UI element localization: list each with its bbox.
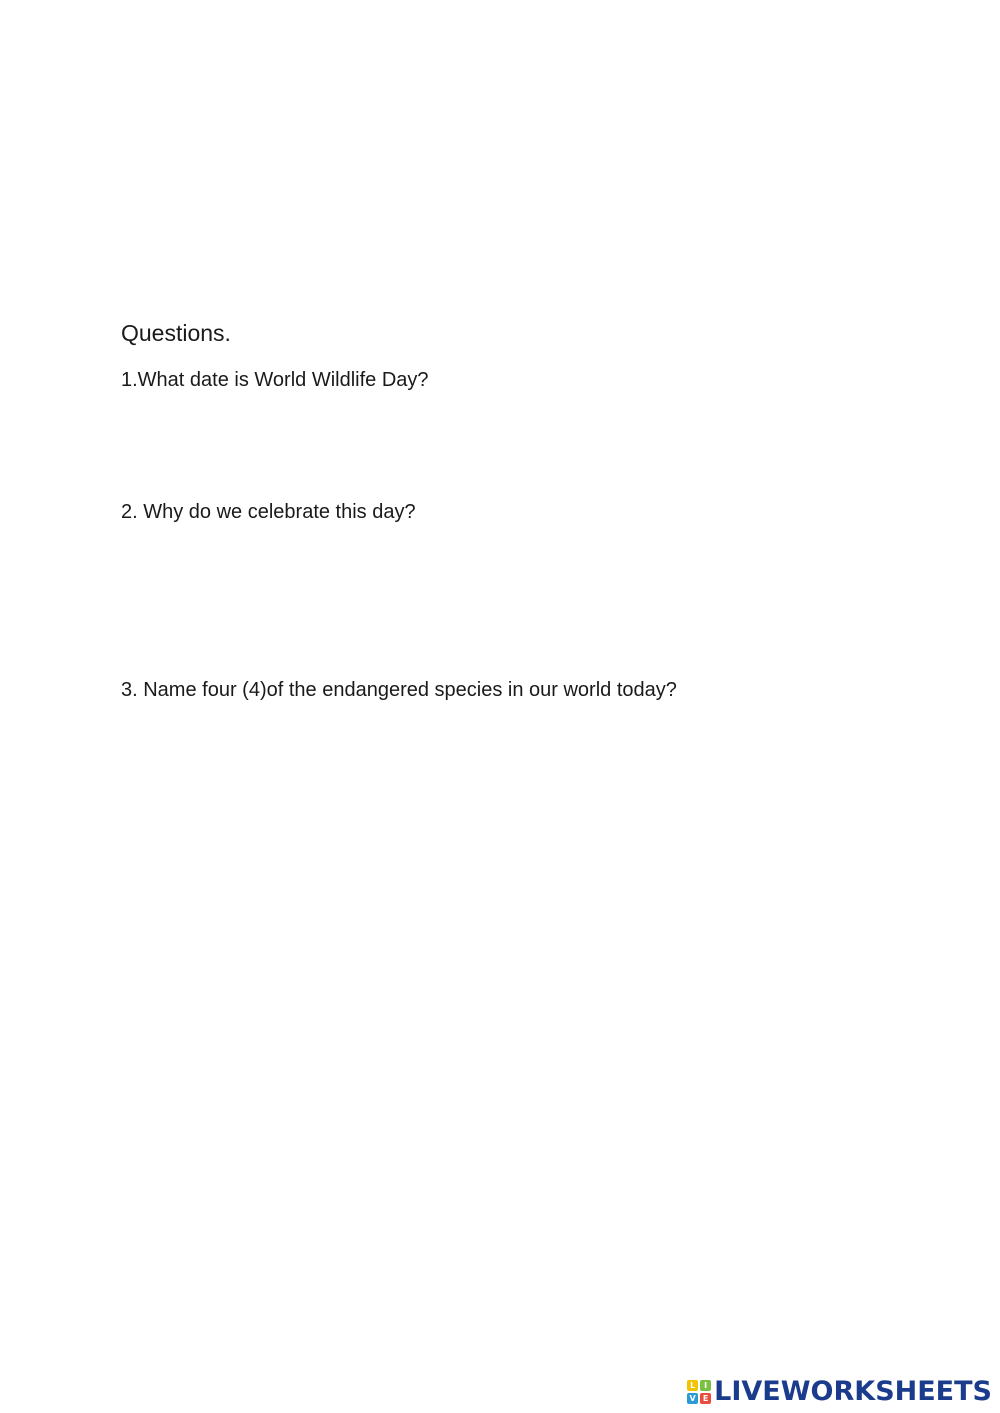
logo-mark-letter: V	[687, 1393, 698, 1404]
logo-mark-letter: E	[700, 1393, 711, 1404]
questions-heading: Questions.	[121, 320, 231, 346]
liveworksheets-logo[interactable]	[687, 1376, 992, 1408]
logo-mark-letter: L	[687, 1380, 698, 1391]
logo-text: LIVEWORKSHEETS	[714, 1376, 992, 1407]
question-2: 2. Why do we celebrate this day?	[121, 501, 416, 523]
question-3: 3. Name four (4)of the endangered species in our world today?	[121, 679, 677, 701]
logo-mark-letter: I	[700, 1380, 711, 1391]
liveworksheets-logo-icon	[687, 1380, 711, 1404]
question-1: 1.What date is World Wildlife Day?	[121, 369, 429, 391]
